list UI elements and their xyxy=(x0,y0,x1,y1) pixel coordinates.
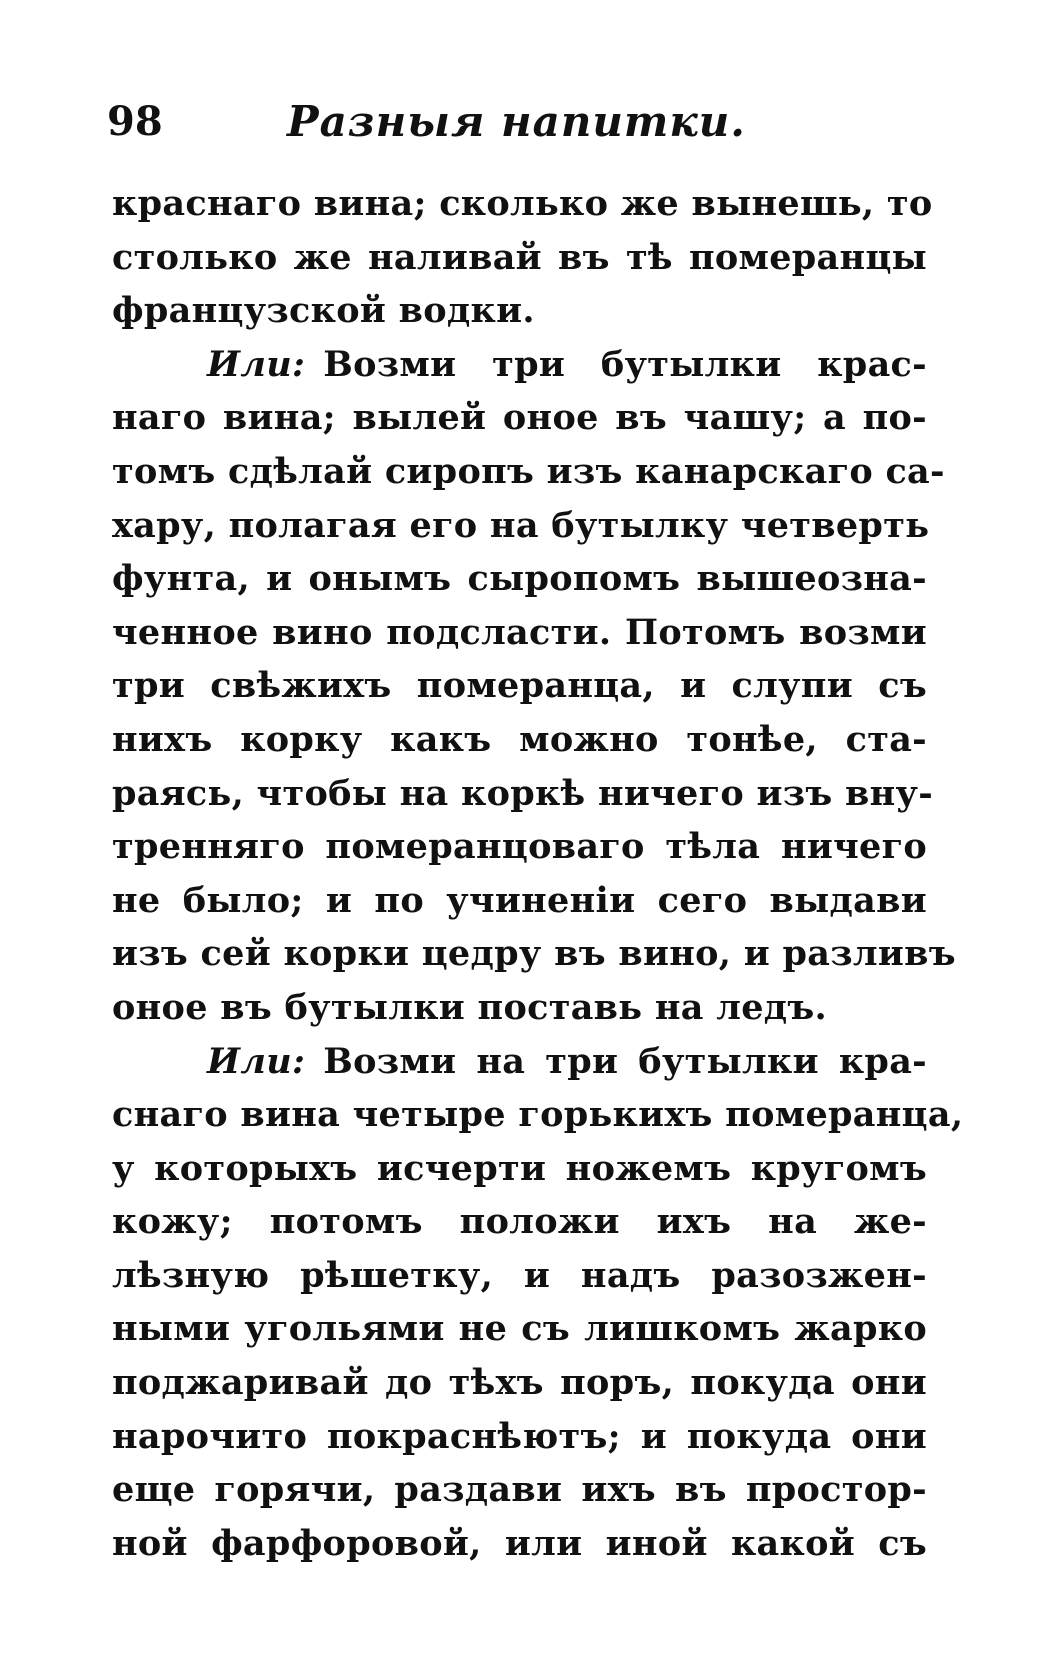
body-text xyxy=(112,177,964,1570)
text-line: оное въ бутылки поставь на ледъ. xyxy=(112,986,828,1028)
running-title: Разныя напитки. xyxy=(287,97,746,146)
text-line: три свѣжихъ померанца, и слупи съ xyxy=(112,665,927,707)
text-line: изъ сей корки цедру въ вино, и разливъ xyxy=(112,933,956,975)
text-line-content: Возми на три бутылки кра- xyxy=(323,1040,927,1082)
text-line: нарочито покраснѣютъ; и покуда они xyxy=(112,1415,927,1457)
lead-word: Или: xyxy=(207,1040,306,1082)
text-line: французской водки. xyxy=(112,290,535,332)
text-line: ной фарфоровой, или иной какой съ xyxy=(112,1522,927,1564)
text-line: кожу; потомъ положи ихъ на же- xyxy=(112,1201,927,1243)
text-line: ченное вино подсласти. Потомъ возми xyxy=(112,611,927,653)
text-line-content: Возми три бутылки крас- xyxy=(323,343,927,385)
text-line: снаго вина четыре горькихъ померанца, xyxy=(112,1094,964,1136)
paragraph-first-line xyxy=(112,1035,927,1089)
paragraph-first-line xyxy=(112,338,927,392)
text-line: лѣзную рѣшетку, и надъ разозжен- xyxy=(112,1254,927,1296)
text-line: наго вина; вылей оное въ чашу; а по- xyxy=(112,397,927,439)
text-line: столько же наливай въ тѣ померанцы xyxy=(112,236,927,278)
text-line: краснаго вина; сколько же вынешь, то xyxy=(112,183,933,224)
text-line: томъ сдѣлай сиропъ изъ канарскаго са- xyxy=(112,450,945,492)
text-line: нихъ корку какъ можно тонѣе, ста- xyxy=(112,718,927,760)
text-line: раясь, чтобы на коркѣ ничего изъ вну- xyxy=(112,772,934,814)
lead-word: Или: xyxy=(207,343,306,385)
text-line: у которыхъ исчерти ножемъ кругомъ xyxy=(112,1147,927,1189)
page-number: 98 xyxy=(107,98,163,145)
text-line: не было; и по учиненіи сего выдави xyxy=(112,879,927,921)
text-line: фунта, и онымъ сыропомъ вышеозна- xyxy=(112,558,927,600)
page-header xyxy=(107,92,927,162)
text-line: хару, полагая его на бутылку четверть xyxy=(112,504,930,546)
text-line: ными угольями не съ лишкомъ жарко xyxy=(112,1308,927,1350)
text-line: поджаривай до тѣхъ поръ, покуда они xyxy=(112,1362,927,1404)
text-line: тренняго померанцоваго тѣла ничего xyxy=(112,826,927,868)
text-line: еще горячи, раздави ихъ въ простор- xyxy=(112,1469,927,1511)
